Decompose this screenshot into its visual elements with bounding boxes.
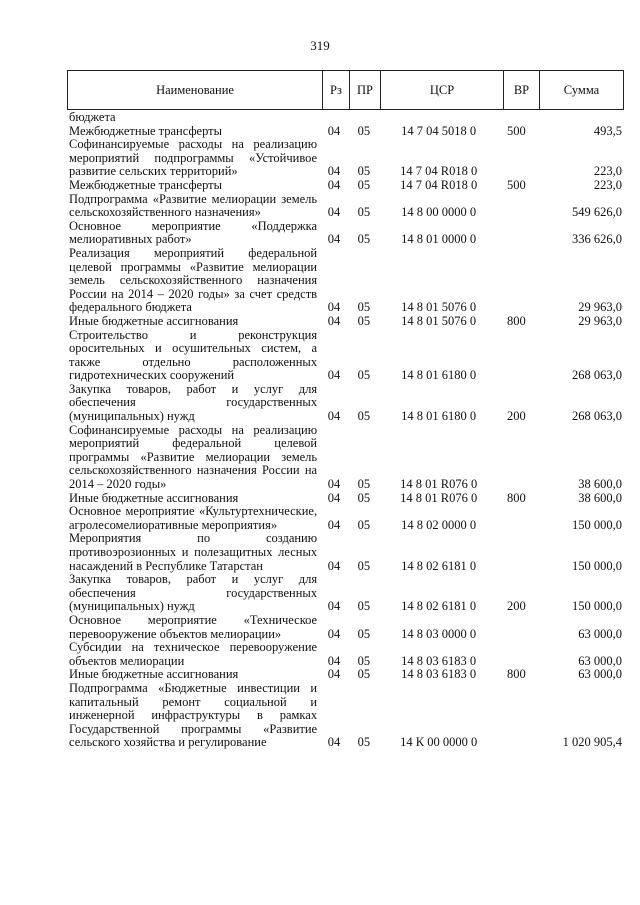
row-rz: 04 [327,477,341,492]
row-pr: 05 [357,300,371,315]
row-name: Основное мероприятие «Поддержка мелиоративных работ» [69,218,318,247]
row-csr: 14 К 00 0000 0 [400,735,478,750]
row-sum: 268 063,0 [572,409,622,424]
row-pr: 05 [357,667,371,682]
row-rz: 04 [327,653,341,668]
row-rz: 04 [327,517,341,532]
row-csr: 14 7 04 5018 0 [401,123,477,138]
row-sum: 336 626,0 [572,232,622,247]
table-row [69,247,622,315]
row-csr: 14 8 02 0000 0 [401,517,477,532]
row-name: Основное мероприятие «Культуртехнические, агролесомелиоративные мероприятия» [69,504,318,532]
row-pr: 05 [357,368,371,383]
row-vr: 800 [507,313,526,328]
row-sum: 29 963,0 [578,300,622,315]
row-pr: 05 [357,735,371,750]
row-rz: 04 [327,232,341,247]
row-name: Закупка товаров, работ и услуг для обеспечения государственных (муниципальных) нужд [69,572,318,614]
row-name: Подпрограмма «Бюджетные инвестиции и капитальный ремонт социальной и инженерной инфраструктуры в рамках Государственной программы «Развитие сельского хозяйства и регулирование [69,680,318,750]
row-name: Софинансируемые расходы на реализацию мероприятий подпрограммы «Устойчивое развитие сельских территорий» [69,137,318,179]
row-csr: 14 7 04 R018 0 [400,164,478,179]
row-name: Строительство и реконструкция оросительных и осушительных систем, а также отдельно расположенных гидротехнических сооружений [69,327,318,383]
row-sum: 29 963,0 [578,313,622,328]
row-sum: 1 020 905,4 [562,735,622,750]
row-rz: 04 [327,123,341,138]
row-rz: 04 [327,177,341,192]
row-pr: 05 [357,164,371,179]
table-row [69,125,622,139]
row-pr: 05 [357,177,371,192]
table-row [69,532,622,573]
table-row [69,220,622,247]
row-rz: 04 [327,735,341,750]
row-csr: 14 8 03 6183 0 [401,653,477,668]
table-row [69,111,622,125]
table-row [69,329,622,383]
row-name: Закупка товаров, работ и услуг для обеспечения государственных (муниципальных) нужд [69,381,318,424]
row-pr: 05 [357,123,371,138]
row-pr: 05 [357,313,371,328]
row-sum: 38 600,0 [578,477,622,492]
row-sum: 223,0 [593,164,622,179]
row-sum: 38 600,0 [578,490,622,505]
table-row [69,492,622,506]
row-name: Межбюджетные трансферты [69,123,223,138]
row-csr: 14 8 02 6181 0 [401,558,477,573]
row-csr: 14 7 04 R018 0 [400,177,478,192]
row-pr: 05 [357,205,371,220]
row-sum: 150 000,0 [572,517,622,532]
row-name: Иные бюджетные ассигнования [69,313,239,328]
row-pr: 05 [357,517,371,532]
row-vr: 200 [507,599,526,614]
table-row [69,505,622,532]
row-pr: 05 [357,232,371,247]
table-row [69,668,622,682]
row-pr: 05 [357,599,371,614]
row-name: Иные бюджетные ассигнования [69,490,239,505]
row-csr: 14 8 01 5076 0 [401,300,477,315]
row-name: Софинансируемые расходы на реализацию мероприятий федеральной целевой программы «Развитие мелиорации земель сельскохозяйственного назначения России на 2014 – 2020 годы» [69,422,318,492]
row-sum: 63 000,0 [578,667,622,682]
row-csr: 14 8 01 0000 0 [401,232,477,247]
row-pr: 05 [357,558,371,573]
row-name: Иные бюджетные ассигнования [69,667,239,682]
row-pr: 05 [357,477,371,492]
row-pr: 05 [357,653,371,668]
header-csr: ЦСР [381,71,504,109]
row-csr: 14 8 01 R076 0 [400,490,478,505]
row-sum: 63 000,0 [578,653,622,668]
table-row [69,424,622,492]
row-sum: 150 000,0 [572,599,622,614]
row-rz: 04 [327,558,341,573]
row-name: Подпрограмма «Развитие мелиорации земель сельскохозяйственного назначения» [69,191,318,220]
row-rz: 04 [327,205,341,220]
table-row [69,138,622,179]
header-vr: ВР [504,71,540,109]
row-vr: 500 [507,123,526,138]
row-vr: 200 [507,409,526,424]
row-rz: 04 [327,667,341,682]
row-pr: 05 [357,626,371,641]
row-vr: 800 [507,490,526,505]
row-csr: 14 8 03 0000 0 [401,626,477,641]
row-name: Основное мероприятие «Техническое перевооружение объектов мелиорации» [69,612,318,641]
row-csr: 14 8 01 6180 0 [401,409,477,424]
row-rz: 04 [327,164,341,179]
page-number: 319 [310,38,330,53]
row-csr: 14 8 01 5076 0 [401,313,477,328]
row-sum: 150 000,0 [572,558,622,573]
row-name: бюджета [69,110,116,124]
budget-table-body [69,111,622,750]
row-vr: 800 [507,667,526,682]
row-sum: 549 626,0 [572,205,622,220]
table-header [67,70,624,110]
row-csr: 14 8 03 6183 0 [401,667,477,682]
row-rz: 04 [327,409,341,424]
table-row [69,193,622,220]
table-row [69,614,622,641]
header-rz: Рз [323,71,350,109]
table-row [69,315,622,329]
row-name: Субсидии на техническое перевооружение объектов мелиорации [69,640,318,668]
header-pr: ПР [350,71,381,109]
row-rz: 04 [327,490,341,505]
header-name: Наименование [68,71,323,109]
row-vr: 500 [507,177,526,192]
row-sum: 63 000,0 [578,626,622,641]
row-pr: 05 [357,490,371,505]
row-sum: 223,0 [593,177,622,192]
row-name: Мероприятия по созданию противоэрозионных и полезащитных лесных насаждений в Республике Татарстан [69,531,318,573]
table-row [69,573,622,614]
row-name: Межбюджетные трансферты [69,177,223,192]
table-row [69,682,622,750]
table-row [69,383,622,424]
row-csr: 14 8 01 6180 0 [401,368,477,383]
row-rz: 04 [327,599,341,614]
row-rz: 04 [327,313,341,328]
row-sum: 268 063,0 [572,368,622,383]
row-rz: 04 [327,368,341,383]
row-rz: 04 [327,300,341,315]
row-csr: 14 8 01 R076 0 [400,477,478,492]
row-sum: 493,5 [593,123,622,138]
row-csr: 14 8 00 0000 0 [401,205,477,220]
table-row [69,641,622,668]
row-name: Реализация мероприятий федеральной целевой программы «Развитие мелиорации земель сельскохозяйственного назначения России на 2014 – 2020 годы» за счет средств федерального бюджета [69,245,318,315]
row-pr: 05 [357,409,371,424]
table-row [69,179,622,193]
header-sum: Сумма [563,82,600,97]
row-csr: 14 8 02 6181 0 [401,599,477,614]
row-rz: 04 [327,626,341,641]
